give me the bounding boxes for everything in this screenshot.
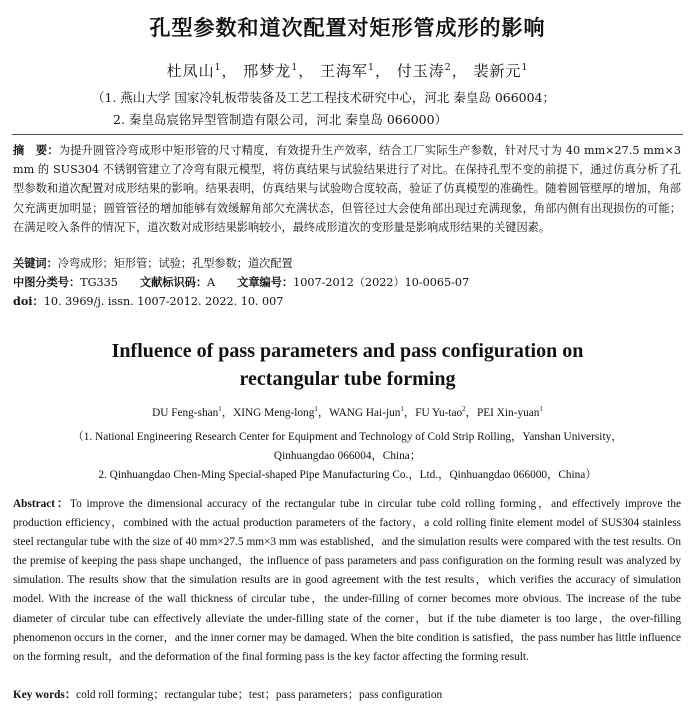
author-name: DU Feng-shan: [152, 407, 219, 419]
author-name: 邢梦龙: [243, 62, 292, 80]
keywords-text-cn: 冷弯成形；矩形管；试验；孔型参数；道次配置: [57, 257, 293, 270]
classification-line: [13, 274, 469, 290]
doc-code-label: 文献标识码：: [139, 275, 208, 289]
article-no-label: 文章编号：: [237, 275, 294, 289]
author-affiliation-mark: 1: [539, 405, 543, 414]
author-list-cn: [0, 60, 695, 81]
author-affiliation-mark: 1: [214, 62, 222, 73]
author-affiliation-mark: 1: [314, 405, 318, 414]
abstract-label-en: Abstract：: [13, 498, 71, 510]
paper-title-en-line-1: Influence of pass parameters and pass configuration on: [111, 340, 584, 362]
doi-line: [13, 293, 283, 309]
author-separator: ，: [317, 407, 330, 419]
author-affiliation-mark: 2: [444, 62, 452, 73]
article-no-value: 1007-2012（2022）10-0065-07: [293, 276, 470, 289]
paper-title-en-line-2: rectangular tube forming: [239, 368, 456, 390]
author-affiliation-mark: 2: [462, 405, 466, 414]
abstract-cn: [13, 141, 681, 237]
author-name: FU Yu-tao: [415, 407, 463, 419]
author-name: WANG Hai-jun: [329, 407, 401, 419]
author-affiliation-mark: 1: [291, 62, 299, 73]
divider-rule: [12, 134, 683, 135]
author-separator: ，: [298, 62, 315, 80]
author-list-en: [0, 404, 695, 420]
author-affiliation-mark: 1: [400, 405, 404, 414]
keywords-cn: [13, 255, 293, 271]
doi-label: doi：: [13, 294, 44, 308]
author-name: 杜凤山: [166, 62, 215, 80]
author-separator: ，: [221, 407, 234, 419]
affiliation-en-1-city: Qinhuangdao 066004，China；: [273, 450, 422, 462]
keywords-label-cn: 关键词：: [13, 256, 58, 270]
keywords-label-en: Key words：: [13, 689, 77, 701]
author-separator: ，: [374, 62, 391, 80]
author-separator: ，: [221, 62, 238, 80]
doi-value: 10. 3969/j. issn. 1007-2012. 2022. 10. 007: [43, 295, 284, 308]
author-affiliation-mark: 1: [368, 62, 375, 73]
affiliation-cn-2: 2. 秦皇岛宸铭异型管制造有限公司，河北 秦皇岛 066000）: [113, 112, 448, 127]
clc-value: TG335: [80, 276, 118, 289]
author-separator: ，: [465, 407, 477, 419]
abstract-en: [13, 495, 681, 667]
author-name: 付玉涛: [396, 62, 445, 80]
author-affiliation-mark: 1: [521, 62, 529, 73]
author-name: XING Meng-long: [233, 407, 315, 419]
affiliation-en-2: 2. Qinhuangdao Chen-Ming Special-shaped Pipe Manufacturing Co.，Ltd.，Qinhuangdao 066000，China）: [98, 469, 597, 481]
author-name: PEI Xin-yuan: [476, 407, 540, 419]
author-separator: ，: [451, 62, 468, 80]
clc-label: 中图分类号：: [13, 275, 81, 289]
author-separator: ，: [403, 407, 416, 419]
author-name: 裴新元: [473, 62, 522, 80]
doc-code-value: A: [207, 276, 216, 289]
abstract-text-cn: 为提升圆管冷弯成形中矩形管的尺寸精度，有效提升生产效率，结合工厂实际生产参数，针对尺寸为 40 mm×27.5 mm×3 mm 的 SUS304 不锈钢管建立了冷弯有限元模型，将仿真结果与试验结果进行了对比。在保持孔型不变的前提下，通过仿真分析了孔型参数和道次配置对成形结果的影响。结果表明，仿真结果与试验吻合度较高，验证了仿真模型的准确性。随着圆管壁厚的增加，角部欠充满更加明显；圆管管径的增加能够有效缓解角部欠充满状态，但管径过大会使角部出现过充满现象，角部内侧有出现损伤的可能；在满足咬入条件的情况下，道次数对成形结果影响较小，最终成形道次的变形量是影响成形结果的关键因素。: [13, 144, 681, 234]
abstract-label-cn: 摘 要：: [13, 143, 59, 157]
affiliation-en-1: （1. National Engineering Research Center for Equipment and Technology of Cold Strip Rolling，Yanshan University，: [72, 431, 623, 443]
author-affiliation-mark: 1: [218, 405, 222, 414]
keywords-en: [13, 686, 442, 702]
author-name: 王海军: [320, 62, 369, 80]
affiliation-cn-1: （1. 燕山大学 国家冷轧板带装备及工艺工程技术研究中心，河北 秦皇岛 066004；: [92, 90, 556, 105]
abstract-text-en: To improve the dimensional accuracy of the rectangular tube in circular tube cold rolling forming，and effectively improve the production efficiency，combined with the actual production parameters of the factory，a cold rolling finite element model of SUS304 stainless steel rectangular tube with the size of 40 mm×27.5 mm×3 mm was established，and the simulation results were compared with the test results. On the premise of keeping the pass shape unchanged，the influence of pass parameters and pass configuration on the forming result was analyzed by simulation. The results show that the simulation results are in good agreement with the test results，which verifies the accuracy of simulation model. With the increase of the wall thickness of circular tube，the under-filling of corner becomes more obvious. The increase of the tube diameter of circular tube can effectively alleviate the under-filling state of the corner，but if the tube diameter is too large，the over-filling phenomenon occurs in the corner，and the inner corner may be damaged. When the bite condition is satisfied，the pass number has little influence on the forming result，and the deformation of the final forming pass is the key factor affecting the forming result.: [13, 498, 681, 663]
paper-title-cn: 孔型参数和道次配置对矩形管成形的影响: [149, 15, 546, 40]
paper-title-en: [0, 337, 695, 393]
keywords-text-en: cold roll forming；rectangular tube；test；pass parameters；pass configuration: [76, 689, 443, 701]
